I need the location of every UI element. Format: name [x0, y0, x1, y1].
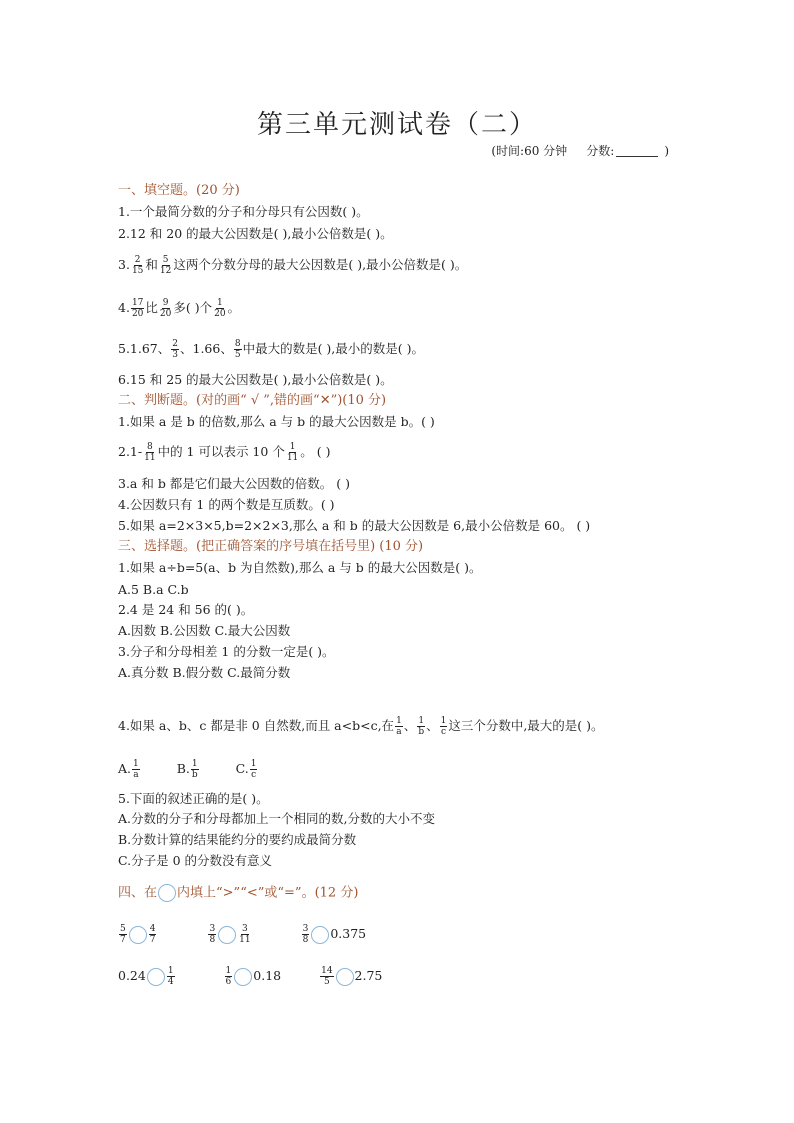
s2-question-2: [118, 442, 330, 463]
denominator: 3: [172, 350, 178, 360]
text: 这三个分数中,最大的是( )。: [448, 718, 604, 733]
compare-item: [319, 966, 383, 987]
s3-question-2: 2.4 是 24 和 56 的( )。: [118, 602, 254, 617]
denominator: 8: [209, 935, 216, 945]
text: 5.1.67、: [118, 341, 171, 356]
numerator: 1: [418, 716, 425, 726]
fraction: [208, 924, 216, 945]
decimal-value: 2.75: [354, 968, 383, 983]
s3-q5-option-a: A.分数的分子和分母都加上一个相同的数,分数的大小不变: [118, 811, 435, 826]
section-3-heading: 三、选择题。(把正确答案的序号填在括号里) (10 分): [118, 539, 424, 554]
denominator: 20: [159, 309, 172, 319]
denominator: 12: [159, 266, 172, 276]
compare-item: [118, 966, 176, 987]
score-blank[interactable]: [616, 145, 658, 157]
fraction: [238, 924, 251, 945]
text: 2.1-: [118, 444, 143, 459]
numerator: 9: [162, 298, 169, 308]
numerator: 14: [321, 966, 333, 976]
fraction: [417, 716, 425, 737]
denominator: 11: [239, 935, 251, 945]
numerator: 5: [162, 255, 169, 265]
compare-circle[interactable]: [336, 968, 354, 986]
fraction: [302, 924, 310, 945]
denominator: b: [191, 770, 198, 780]
numerator: 8: [146, 442, 153, 452]
denominator: a: [133, 770, 139, 780]
denominator: c: [251, 770, 257, 780]
numerator: 1: [440, 716, 447, 726]
denominator: b: [418, 727, 425, 737]
fraction: [171, 339, 179, 360]
compare-circle[interactable]: [129, 926, 147, 944]
fraction: [213, 298, 226, 319]
fraction: [440, 716, 448, 737]
numerator: 1: [396, 716, 402, 726]
denominator: 20: [131, 309, 144, 319]
denominator: a: [396, 727, 402, 737]
numerator: 17: [131, 298, 144, 308]
option-c-label: C.: [235, 761, 249, 776]
compare-circle[interactable]: [234, 968, 252, 986]
numerator: 3: [209, 924, 216, 934]
s1-question-2: 2.12 和 20 的最大公因数是( ),最小公倍数是( )。: [118, 226, 393, 241]
text: 多( )个: [173, 300, 213, 315]
fraction: [149, 924, 157, 945]
s3-q2-options: A.因数 B.公因数 C.最大公因数: [118, 623, 291, 638]
s2-question-5: 5.如果 a=2×3×5,b=2×2×3,那么 a 和 b 的最大公因数是 6,最小公倍数是 60。 ( ): [118, 518, 591, 533]
numerator: 3: [302, 924, 309, 934]
compare-item: [301, 924, 367, 945]
denominator: 15: [131, 266, 144, 276]
s1-question-5: [118, 339, 424, 360]
compare-item: [207, 924, 252, 945]
numerator: 2: [172, 339, 178, 349]
q3-num: 3.: [118, 257, 130, 272]
text: 中的 1 可以表示 10 个: [157, 444, 285, 459]
s4-row-1: [118, 924, 366, 945]
option-a-label: A.: [118, 761, 132, 776]
numerator: 3: [242, 924, 248, 934]
compare-circle[interactable]: [311, 926, 329, 944]
option-b-label: B.: [176, 761, 190, 776]
section-4-heading: [118, 884, 358, 902]
decimal-value: 0.24: [118, 968, 146, 983]
q4-num: 4.: [118, 300, 130, 315]
s3-q1-options: A.5 B.a C.b: [118, 582, 189, 597]
denominator: 11: [144, 453, 156, 463]
meta-close: ): [664, 144, 669, 158]
compare-circle[interactable]: [218, 926, 236, 944]
compare-circle[interactable]: [147, 968, 165, 986]
text: 、1.66、: [180, 341, 233, 356]
text: 、: [403, 718, 417, 733]
s3-q5-option-b: B.分数计算的结果能约分的要约成最简分数: [118, 832, 357, 847]
s3-question-4: [118, 716, 604, 737]
fraction: [234, 339, 242, 360]
fraction: [131, 298, 144, 319]
denominator: 8: [302, 935, 309, 945]
s2-question-3: 3.a 和 b 都是它们最大公因数的倍数。 ( ): [118, 476, 351, 491]
page-title: 第三单元测试卷（二）: [256, 110, 537, 140]
s3-question-1: 1.如果 a÷b=5(a、b 为自然数),那么 a 与 b 的最大公因数是( )。: [118, 560, 482, 575]
s4-row-2: [118, 966, 382, 987]
decimal-value: 0.18: [253, 968, 282, 983]
numerator: 1: [133, 759, 139, 769]
s1-question-1: 1.一个最简分数的分子和分母只有公因数( )。: [118, 204, 369, 219]
fraction: [159, 255, 172, 276]
section-1-heading: 一、填空题。(20 分): [118, 183, 240, 198]
numerator: 1: [191, 759, 198, 769]
s1-question-4: [118, 298, 240, 319]
s3-question-5: 5.下面的叙述正确的是( )。: [118, 791, 269, 806]
s1-question-3: [118, 255, 467, 276]
text: 内填上“>”“<”或“=”。(12 分): [177, 885, 359, 901]
denominator: c: [440, 727, 446, 737]
numerator: 2: [134, 255, 141, 265]
s2-question-1: 1.如果 a 是 b 的倍数,那么 a 与 b 的最大公因数是 b。( ): [118, 414, 435, 429]
text: 四、在: [118, 885, 158, 901]
section-2-heading: 二、判断题。(对的画“ √ ”,错的画“✕”)(10 分): [118, 393, 387, 408]
denominator: 4: [167, 977, 174, 987]
numerator: 4: [149, 924, 156, 934]
fraction: [143, 442, 156, 463]
fraction: [191, 759, 199, 780]
text: 。 ( ): [300, 444, 331, 459]
compare-item: [224, 966, 282, 987]
decimal-value: 0.375: [330, 926, 367, 941]
fraction: [167, 966, 175, 987]
text: 、: [426, 718, 439, 733]
s3-q4-options: [118, 759, 258, 780]
fraction: [132, 759, 140, 780]
text: 这两个分数分母的最大公因数是( ),最小公倍数是( )。: [173, 257, 468, 272]
time-score-line: [491, 142, 669, 159]
text: 。: [227, 300, 241, 315]
denominator: 20: [214, 309, 226, 319]
fraction: [119, 924, 127, 945]
text: 中最大的数是( ),最小的数是( )。: [242, 341, 425, 356]
numerator: 1: [289, 442, 296, 452]
text: 和: [145, 257, 158, 272]
fraction: [225, 966, 233, 987]
denominator: 7: [120, 935, 126, 945]
fraction: [320, 966, 333, 987]
numerator: 1: [167, 966, 174, 976]
s3-question-3: 3.分子和分母相差 1 的分数一定是( )。: [118, 644, 335, 659]
s3-q3-options: A.真分数 B.假分数 C.最简分数: [118, 665, 291, 680]
fraction: [286, 442, 299, 463]
denominator: 5: [234, 350, 241, 360]
fraction: [131, 255, 144, 276]
score-label: 分数:: [586, 144, 615, 158]
numerator: 1: [216, 298, 223, 308]
text: 比: [145, 300, 158, 315]
denominator: 11: [286, 453, 299, 463]
s3-q5-option-c: C.分子是 0 的分数没有意义: [118, 853, 272, 868]
text: 4.如果 a、b、c 都是非 0 自然数,而且 a<b<c,在: [118, 718, 395, 733]
numerator: 1: [225, 966, 232, 976]
denominator: 6: [225, 977, 232, 987]
compare-item: [118, 924, 157, 945]
denominator: 7: [149, 935, 156, 945]
fraction: [250, 759, 258, 780]
time-label: (时间:60 分钟: [491, 144, 568, 158]
fraction: [395, 716, 403, 737]
s1-question-6: 6.15 和 25 的最大公因数是( ),最小公倍数是( )。: [118, 372, 393, 387]
denominator: 5: [323, 977, 330, 987]
s2-question-4: 4.公因数只有 1 的两个数是互质数。( ): [118, 497, 335, 512]
fraction: [159, 298, 172, 319]
numerator: 8: [234, 339, 241, 349]
circle-blank-icon: [158, 884, 176, 902]
numerator: 5: [120, 924, 126, 934]
numerator: 1: [250, 759, 257, 769]
